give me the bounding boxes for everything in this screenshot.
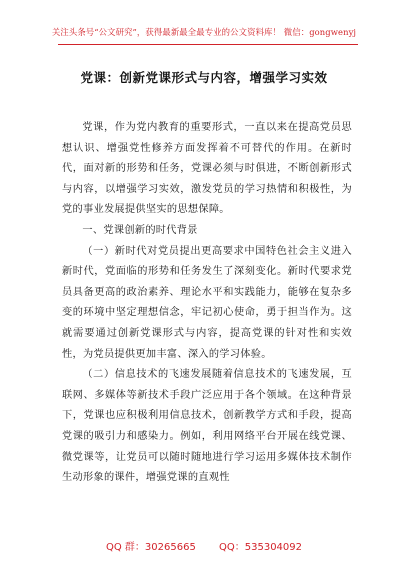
header-divider xyxy=(58,44,358,45)
subsection-paragraph-1: （一）新时代对党员提出更高要求中国特色社会主义进入新时代，党面临的形势和任务发生了深刻变化。新时代要求党员具备更高的政治素养、理论水平和实践能力，能够在复杂多变的环境中坚定理想信念，牢记初心使命，勇于担当作为。这就需要通过创新党课形式与内容，提高党课的针对性和实效性，为党员提供更加丰富、深入的学习体验。 xyxy=(62,245,352,360)
intro-paragraph: 党课，作为党内教育的重要形式，一直以来在提高党员思想认识、增强党性修养方面发挥着不可替代的作用。在新时代，面对新的形势和任务，党课必须与时俱进，不断创新形式与内容，以增强学习实效，激发党员的学习热情和积极性，为党的事业发展提供坚实的思想保障。 xyxy=(62,122,352,216)
section-heading-1: 一、党课创新的时代背景 xyxy=(82,224,198,236)
subsection-paragraph-2: （二）信息技术的飞速发展随着信息技术的飞速发展，互联网、多媒体等新技术手段广泛应用于各个领域。在这种背景下，党课也应积极利用信息技术，创新教学方式和手段，提高党课的吸引力和感染力。例如，利用网络平台开展在线党课、微党课等，让党员可以随时随地进行学习运用多媒体技术制作生动形象的课件，增强党课的直观性 xyxy=(62,369,352,484)
footer-contact xyxy=(0,538,408,553)
footer-qq-group: QQ 群：30265665 xyxy=(105,542,196,553)
document-body xyxy=(62,118,352,489)
header-promo-note: 关注头条号“公文研究”，获得最新最全最专业的公文资料库！ 微信：gongwenyj xyxy=(51,27,357,37)
document-title: 党课：创新党课形式与内容，增强学习实效 xyxy=(80,70,328,85)
footer-qq: QQ：535304092 xyxy=(219,542,303,553)
